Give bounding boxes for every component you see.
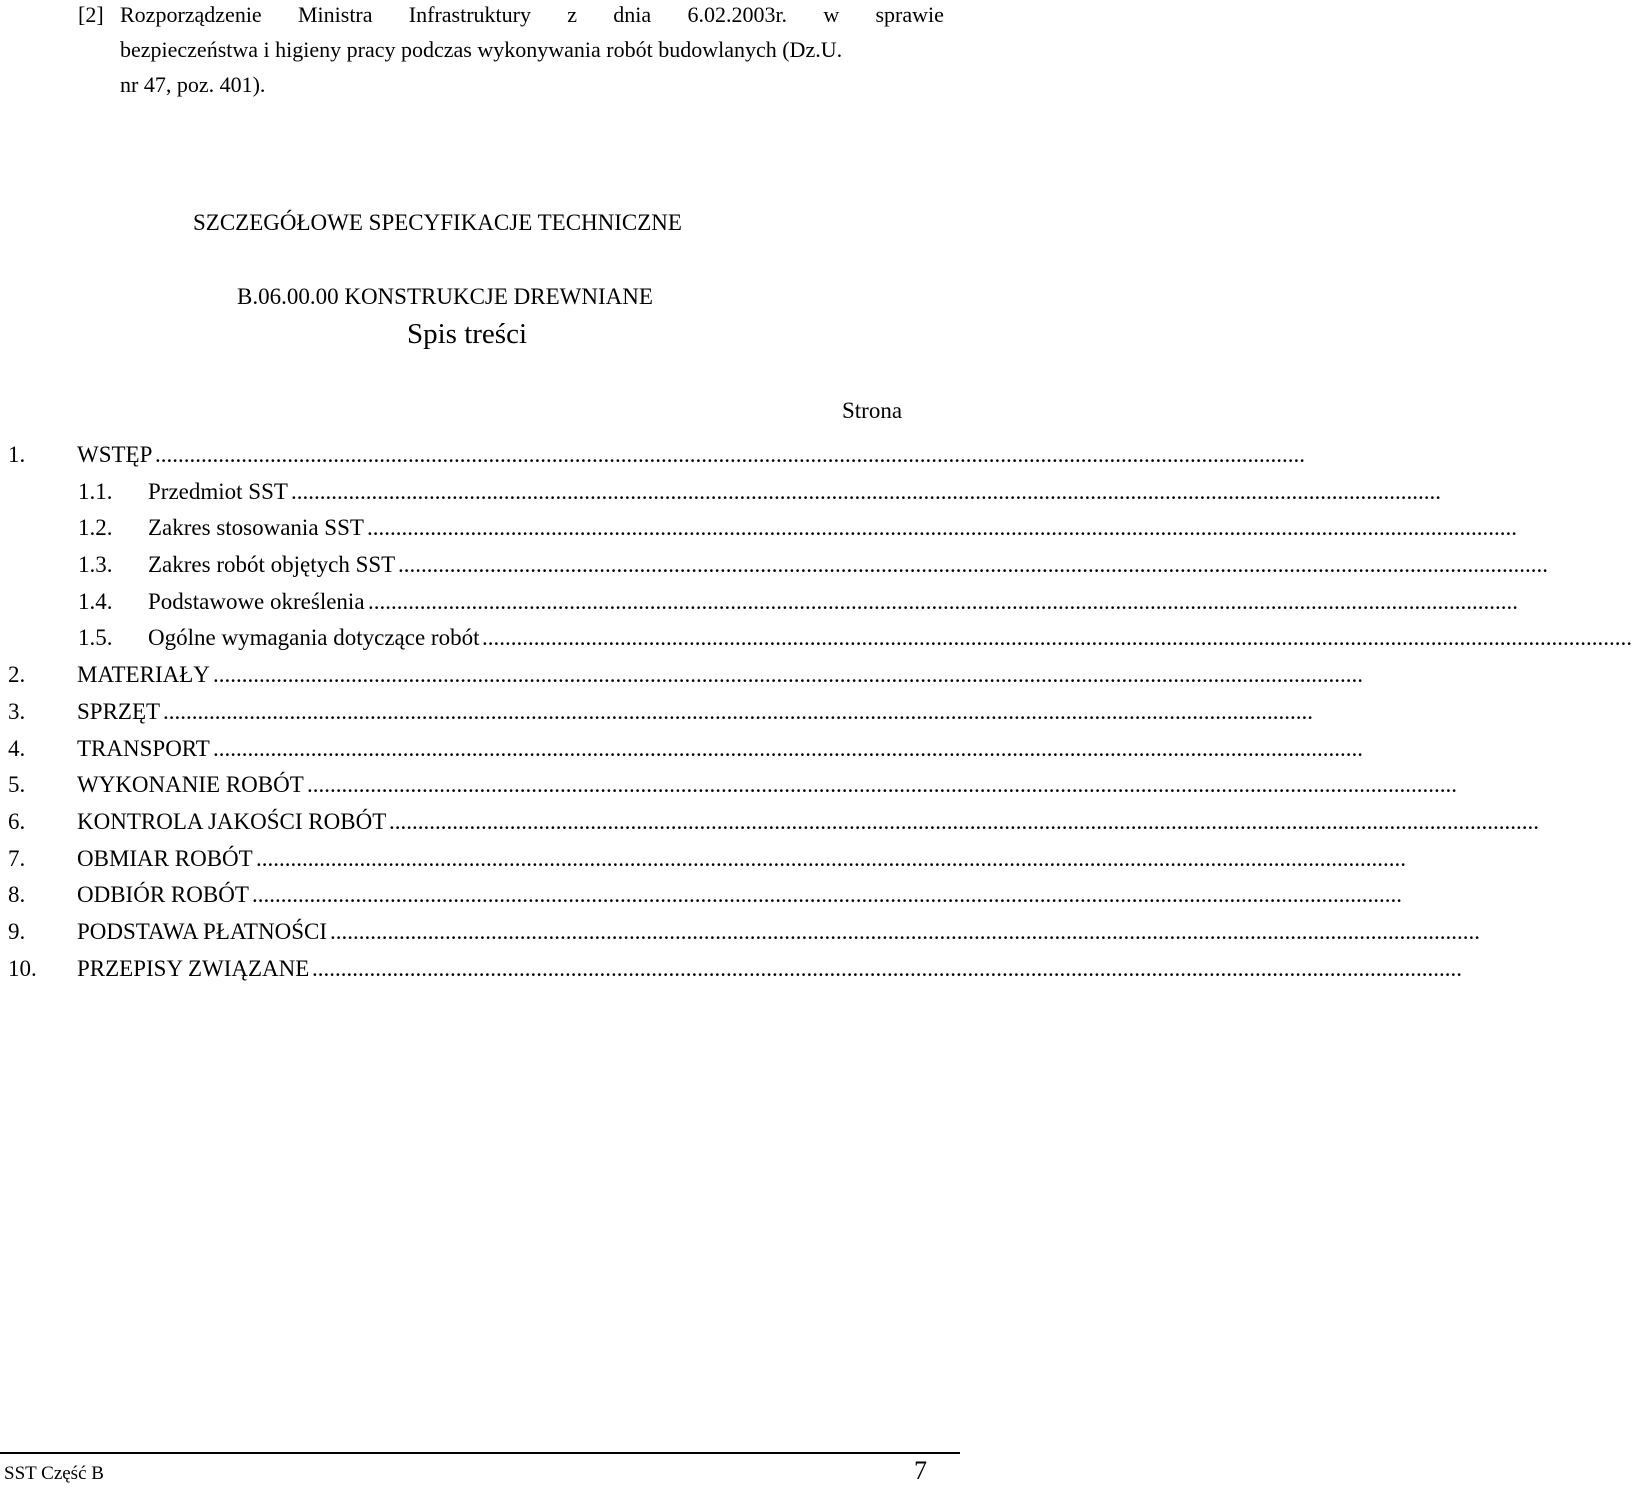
toc-entry-number: 1.2. [78, 515, 113, 541]
toc-entry-title: SPRZĘT [77, 698, 161, 724]
footer-label: SST Część B [4, 1463, 104, 1484]
toc-heading: Spis treści [407, 318, 528, 350]
toc-entry[interactable] [0, 657, 1363, 694]
page-column-label: Strona [842, 398, 903, 423]
toc-entry-title: TRANSPORT [77, 735, 210, 761]
toc-entry-title: Podstawowe określenia [148, 588, 365, 614]
reference-line-3: nr 47, poz. 401). [120, 72, 266, 97]
toc-dot-leader: ........................................................................................................................................................................................................ [307, 772, 1457, 798]
reference-word: Infrastruktury [408, 2, 531, 27]
toc-entry[interactable] [0, 914, 1480, 951]
toc-entry[interactable] [0, 877, 1402, 914]
toc-entry-number: 4. [8, 735, 26, 761]
toc-entry-number: 10. [8, 955, 37, 981]
toc-entry-title: Ogólne wymagania dotyczące robót [148, 625, 480, 651]
toc-dot-leader: ........................................................................................................................................................................................................ [312, 955, 1462, 981]
toc-entry-number: 1.1. [78, 478, 113, 504]
toc-entry-number: 5. [8, 772, 26, 798]
reference-entry [78, 0, 944, 102]
reference-word: w [823, 2, 840, 27]
toc-dot-leader: ........................................................................................................................................................................................................ [252, 882, 1402, 908]
toc-entry-number: 1. [8, 442, 26, 467]
toc-entry[interactable] [0, 731, 1363, 768]
toc-dot-leader: ........................................................................................................................................................................................................ [291, 478, 1441, 504]
reference-number: [2] [78, 2, 104, 27]
toc-dot-leader: ........................................................................................................................................................................................................ [256, 845, 1406, 871]
toc-dot-leader: ........................................................................................................................................................................................................ [213, 735, 1363, 761]
toc-entry-title: KONTROLA JAKOŚCI ROBÓT [77, 808, 387, 834]
toc-entry-number: 1.3. [78, 552, 113, 578]
toc-entry[interactable] [0, 841, 1406, 878]
toc-entry[interactable] [0, 584, 1518, 621]
toc-entry-title: Przedmiot SST [148, 478, 288, 504]
toc-entry-number: 2. [8, 662, 26, 688]
toc-entry[interactable] [0, 951, 1462, 988]
toc-entry[interactable] [0, 437, 1305, 474]
toc-entry[interactable] [0, 804, 1539, 841]
toc-entry[interactable] [0, 694, 1313, 731]
toc-entry-title: Zakres robót objętych SST [148, 552, 396, 578]
toc-entry-number: 8. [8, 882, 26, 908]
toc-entry-title: Zakres stosowania SST [148, 515, 364, 541]
toc-entry[interactable] [0, 767, 1457, 804]
toc-entry[interactable] [0, 474, 1441, 511]
toc-entry-number: 3. [8, 698, 26, 724]
toc-entry-title: PRZEPISY ZWIĄZANE [77, 955, 310, 981]
toc-entry-number: 1.5. [78, 625, 113, 651]
toc-entry-title: PODSTAWA PŁATNOŚCI [77, 918, 327, 944]
footer-divider [0, 1452, 960, 1454]
reference-word: 6.02.2003r. [687, 2, 788, 27]
toc-entry[interactable] [0, 510, 1517, 547]
toc-dot-leader: ........................................................................................................................................................................................................ [389, 808, 1539, 834]
toc-entry-title: MATERIAŁY [77, 662, 210, 688]
toc-dot-leader: ........................................................................................................................................................................................................ [330, 918, 1480, 944]
toc-dot-leader: ........................................................................................................................................................................................................ [163, 698, 1313, 724]
footer-page-number: 7 [914, 1456, 927, 1485]
toc-entry[interactable] [0, 547, 1548, 584]
spec-subtitle: B.06.00.00 KONSTRUKCJE DREWNIANE [237, 284, 653, 309]
reference-word: z [567, 2, 578, 27]
toc-entry[interactable] [0, 620, 1632, 657]
toc-entry-title: OBMIAR ROBÓT [77, 845, 253, 871]
toc-entry-number: 9. [8, 918, 26, 944]
reference-word: dnia [613, 2, 652, 27]
toc-entry-title: WYKONANIE ROBÓT [77, 772, 304, 798]
toc-dot-leader: ........................................................................................................................................................................................................ [368, 588, 1518, 614]
toc-entry-number: 1.4. [78, 588, 113, 614]
reference-word: Ministra [297, 2, 373, 27]
toc-dot-leader: ........................................................................................................................................................................................................ [155, 442, 1305, 467]
reference-word: sprawie [875, 2, 944, 27]
toc-dot-leader: ........................................................................................................................................................................................................ [367, 515, 1517, 541]
table-of-contents [0, 437, 1632, 987]
toc-entry-number: 7. [8, 845, 26, 871]
toc-dot-leader: ........................................................................................................................................................................................................ [213, 662, 1363, 688]
toc-entry-number: 6. [8, 808, 26, 834]
toc-entry-title: WSTĘP [77, 442, 153, 467]
toc-entry-title: ODBIÓR ROBÓT [77, 882, 249, 908]
spec-title: SZCZEGÓŁOWE SPECYFIKACJE TECHNICZNE [193, 210, 682, 235]
reference-word: Rozporządzenie [120, 2, 262, 27]
reference-line-2: bezpieczeństwa i higieny pracy podczas wykonywania robót budowlanych (Dz.U. [120, 37, 843, 62]
toc-dot-leader: ........................................................................................................................................................................................................ [398, 552, 1548, 578]
reference-line-1 [120, 0, 944, 32]
toc-dot-leader: ........................................................................................................................................................................................................ [482, 625, 1632, 651]
